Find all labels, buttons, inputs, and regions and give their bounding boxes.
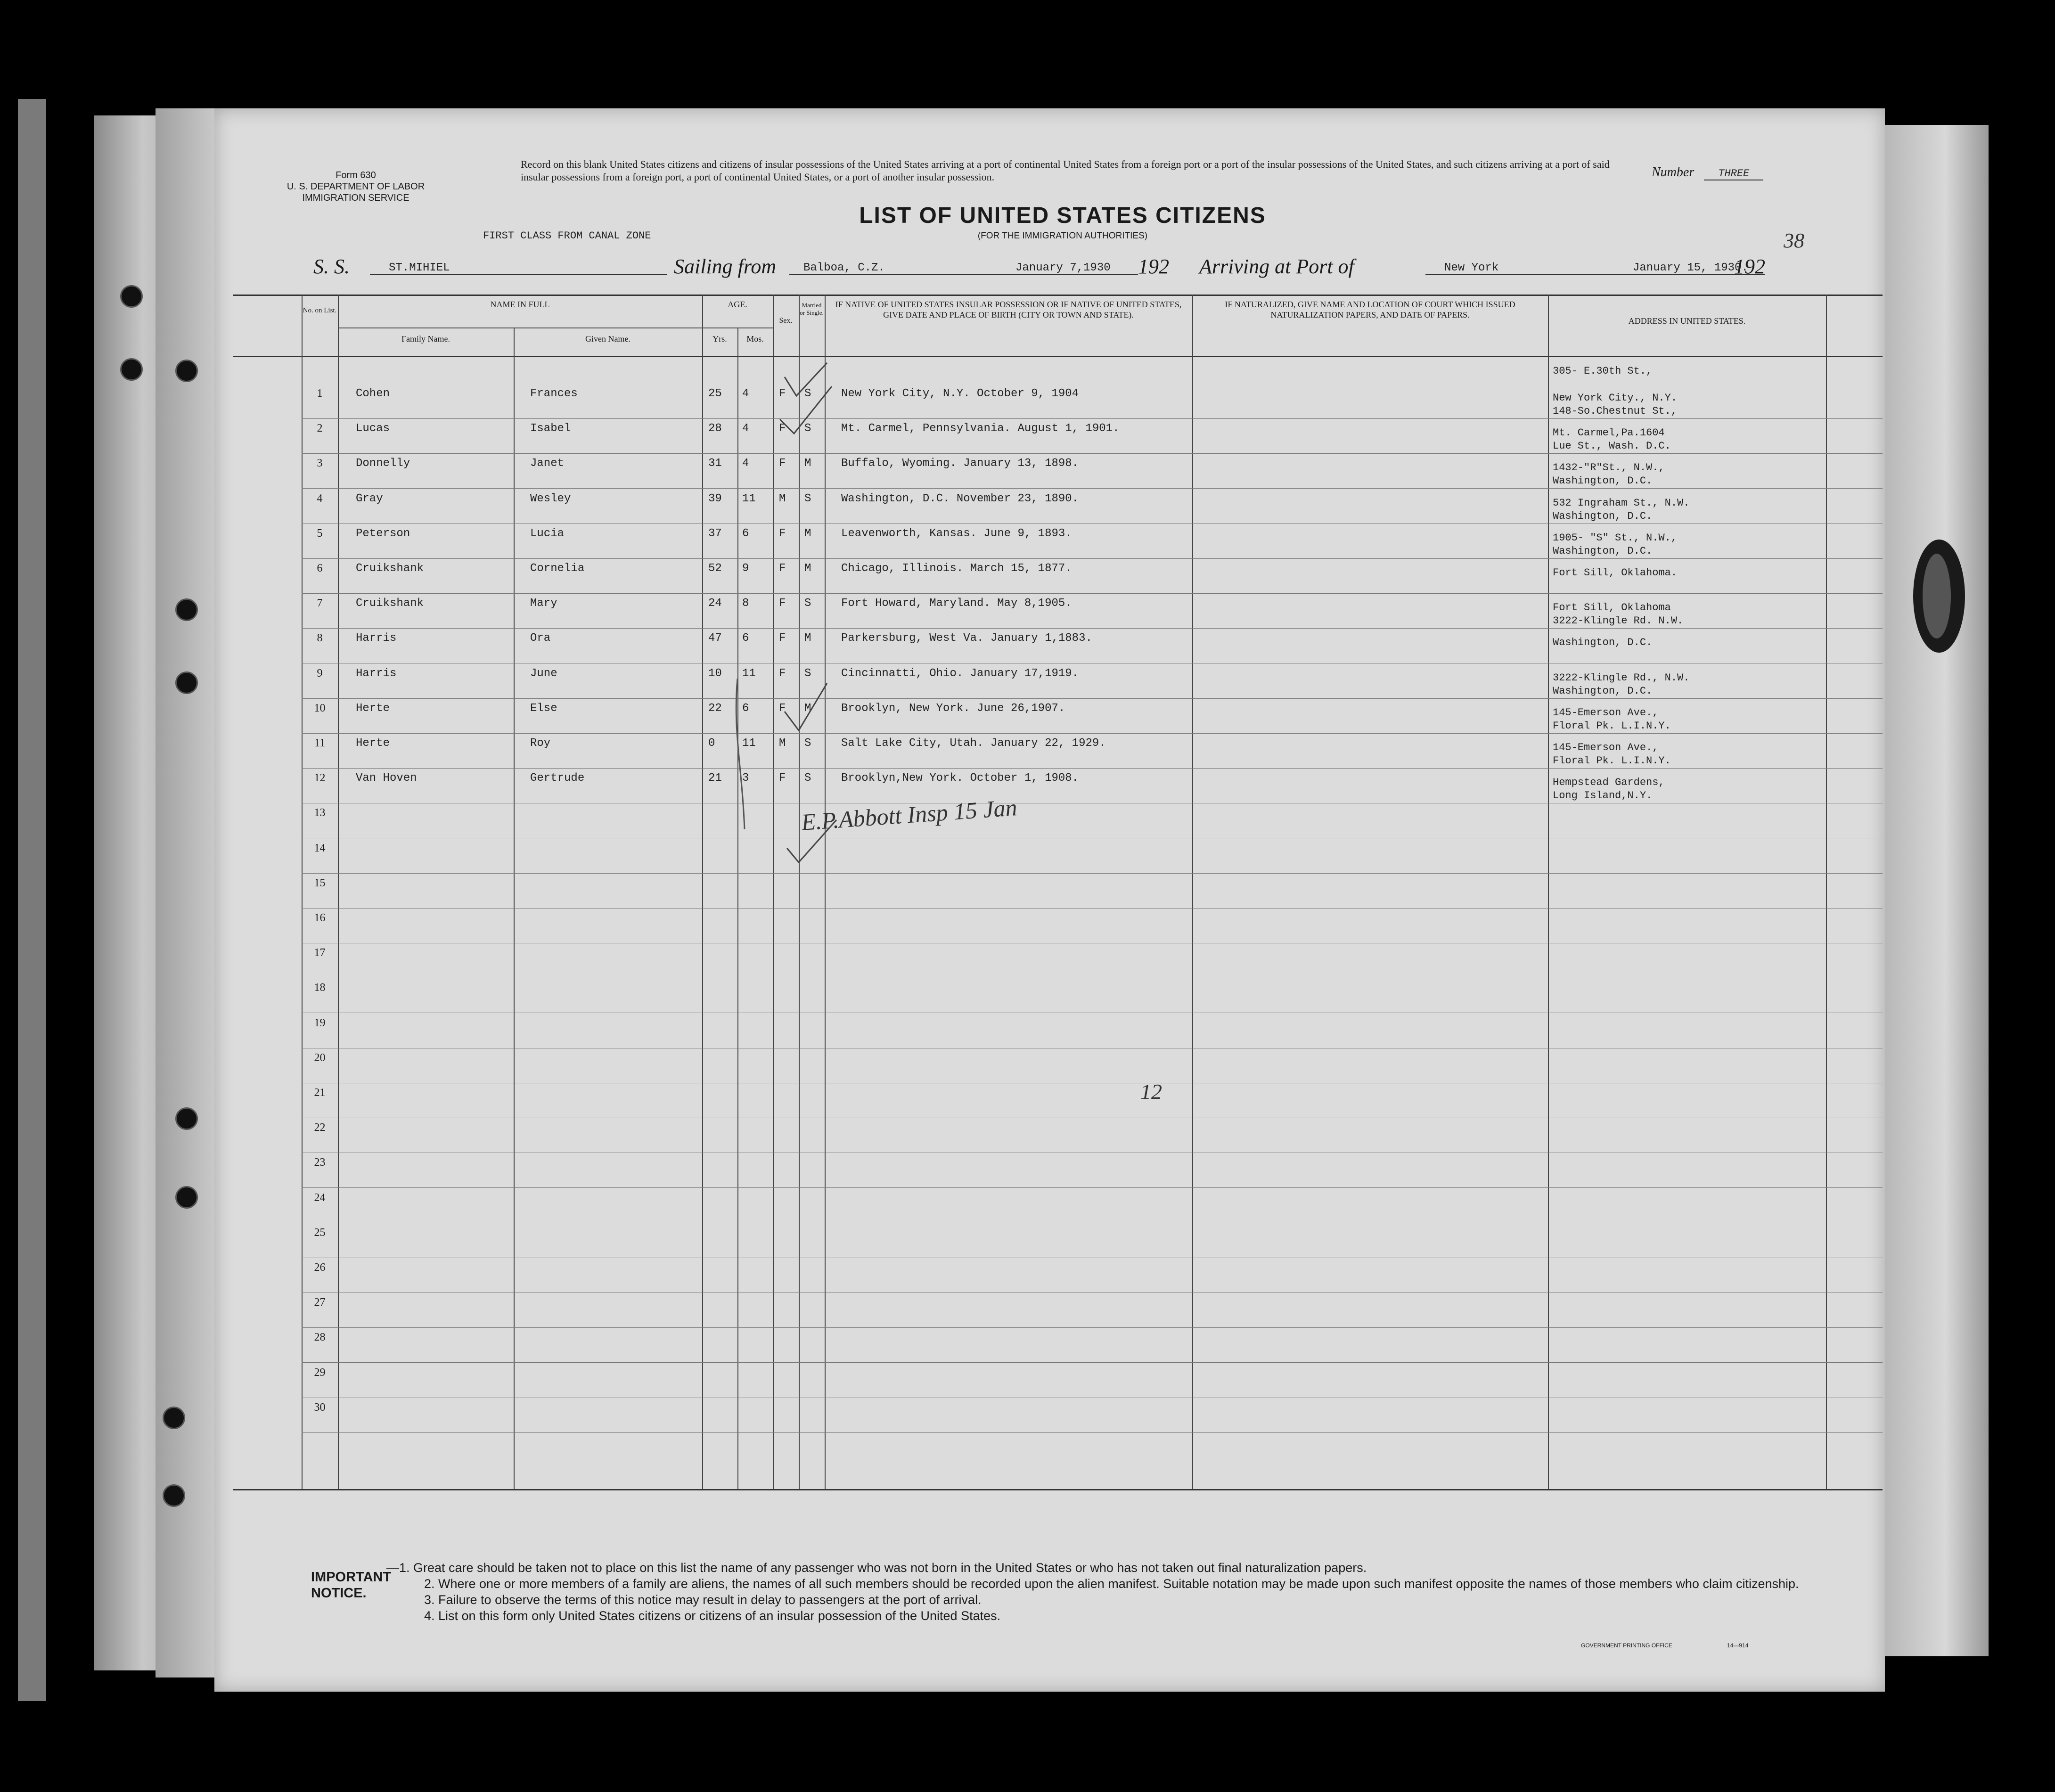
row-rule <box>302 1432 1883 1433</box>
form-id-block <box>285 170 426 204</box>
binder-hole <box>175 1186 198 1209</box>
col-head-name: NAME IN FULL <box>490 300 550 309</box>
cell-family: Donnelly <box>356 457 410 470</box>
page-number: 38 <box>1784 229 1804 252</box>
notice-heading: IMPORTANT NOTICE. <box>311 1570 392 1601</box>
address-overflow-line: 305- E.30th St., <box>1553 365 1653 377</box>
cell-family: Peterson <box>356 527 410 540</box>
cell-address-line1: 3222-Klingle Rd., N.W. <box>1553 671 1690 684</box>
cell-yrs: 24 <box>708 597 722 610</box>
row-number: 14 <box>314 842 326 854</box>
cell-given: Cornelia <box>530 562 585 575</box>
page-title: LIST OF UNITED STATES CITIZENS <box>859 203 1266 228</box>
cell-family: Cruikshank <box>356 597 424 610</box>
cell-yrs: 28 <box>708 422 722 435</box>
service: IMMIGRATION SERVICE <box>302 193 409 203</box>
cell-no: 12 <box>314 772 326 785</box>
row-number: 19 <box>314 1016 326 1029</box>
cell-given: Ora <box>530 632 551 645</box>
cell-ms: S <box>804 772 811 785</box>
cell-address-line1: 1432-"R"St., N.W., <box>1553 462 1665 474</box>
cell-address-line1: New York City., N.Y. <box>1553 392 1678 404</box>
cell-family: Herte <box>356 737 390 750</box>
cell-yrs: 37 <box>708 527 722 540</box>
row-number: 16 <box>314 912 326 924</box>
cell-ms: M <box>804 632 811 645</box>
binding-edge <box>18 99 46 1701</box>
cell-yrs: 31 <box>708 457 722 470</box>
cell-mos: 4 <box>742 457 749 470</box>
subhead-rule <box>338 327 702 328</box>
cell-ms: S <box>804 387 811 400</box>
cell-ms: M <box>804 702 811 715</box>
subhead-rule <box>702 327 773 328</box>
cell-yrs: 22 <box>708 702 722 715</box>
cell-given: Wesley <box>530 492 571 505</box>
cell-birth: New York City, N.Y. October 9, 1904 <box>841 387 1079 400</box>
cell-given: June <box>530 667 557 680</box>
cell-address-line2: 3222-Klingle Rd. N.W. <box>1553 615 1684 627</box>
cell-birth: Salt Lake City, Utah. January 22, 1929. <box>841 737 1106 750</box>
cell-sex: F <box>779 387 786 400</box>
cell-no: 7 <box>317 597 323 610</box>
cell-address-line2: Floral Pk. L.I.N.Y. <box>1553 755 1671 767</box>
col-head-given: Given Name. <box>585 334 630 344</box>
binder-hole <box>175 1107 198 1130</box>
cell-mos: 6 <box>742 702 749 715</box>
cell-birth: Fort Howard, Maryland. May 8,1905. <box>841 597 1072 610</box>
number-field <box>1652 165 1763 180</box>
col-head-no: No. on List. <box>303 307 337 314</box>
cell-address-line2: Washington, D.C. <box>1553 685 1653 697</box>
cell-given: Else <box>530 702 557 715</box>
row-rule <box>302 1327 1883 1328</box>
right-underlying-page <box>1880 125 1989 1656</box>
col-head-age: AGE. <box>728 300 747 309</box>
col-head-married: Married or Single. <box>800 302 824 316</box>
year-stub-2: 192 <box>1734 255 1765 278</box>
arriving-label: Arriving at Port of <box>1199 255 1354 278</box>
row-rule <box>302 1187 1883 1188</box>
table-head-rule <box>233 356 1883 357</box>
cell-family: Harris <box>356 632 397 645</box>
cell-yrs: 0 <box>708 737 715 750</box>
col-head-birth: IF NATIVE OF UNITED STATES INSULAR POSSESSION OR IF NATIVE OF UNITED STATES, GIVE DATE AND PLACE OF BIRTH (CITY OR TOWN AND STATE). <box>835 300 1182 319</box>
row-number: 18 <box>314 982 326 994</box>
binder-hole <box>175 360 198 382</box>
cell-ms: S <box>804 597 811 610</box>
cell-birth: Cincinnatti, Ohio. January 17,1919. <box>841 667 1079 680</box>
cell-mos: 9 <box>742 562 749 575</box>
cell-ms: M <box>804 527 811 540</box>
number-value: THREE <box>1704 168 1763 180</box>
col-head-family: Family Name. <box>401 334 450 344</box>
cell-ms: S <box>804 492 811 505</box>
row-number: 22 <box>314 1121 326 1134</box>
binder-hole <box>120 285 143 308</box>
col-divider <box>1826 295 1827 1489</box>
cell-address-line2: Floral Pk. L.I.N.Y. <box>1553 720 1671 732</box>
cell-mos: 8 <box>742 597 749 610</box>
check-marks <box>686 353 846 886</box>
cell-family: Cruikshank <box>356 562 424 575</box>
cell-address-line2: Washington, D.C. <box>1553 475 1653 487</box>
row-number: 24 <box>314 1191 326 1204</box>
cell-yrs: 25 <box>708 387 722 400</box>
manifest-page <box>214 108 1885 1692</box>
row-rule <box>302 593 1883 594</box>
cell-family: Cohen <box>356 387 390 400</box>
col-head-naturalized: IF NATURALIZED, GIVE NAME AND LOCATION OF COURT WHICH ISSUED NATURALIZATION PAPERS, AND DATE OF PAPERS. <box>1225 300 1515 319</box>
cell-address-line2: 148-So.Chestnut St., <box>1553 405 1678 417</box>
cell-ms: S <box>804 667 811 680</box>
cell-mos: 6 <box>742 632 749 645</box>
cell-yrs: 47 <box>708 632 722 645</box>
cell-address-line2: Washington, D.C. <box>1553 510 1653 522</box>
cell-address-line1: Washington, D.C. <box>1553 637 1653 649</box>
scribble-mark <box>1906 532 1972 660</box>
cell-sex: F <box>779 772 786 785</box>
cell-address-line1: 1905- "S" St., N.W., <box>1553 532 1678 544</box>
cell-address-line1: 145-Emerson Ave., <box>1553 706 1659 719</box>
cell-sex: F <box>779 457 786 470</box>
cell-yrs: 39 <box>708 492 722 505</box>
cell-mos: 4 <box>742 387 749 400</box>
cell-sex: F <box>779 667 786 680</box>
col-divider <box>338 295 339 1489</box>
cell-address-line2: Long Island,N.Y. <box>1553 790 1653 802</box>
cell-mos: 4 <box>742 422 749 435</box>
col-head-sex: Sex. <box>779 317 793 325</box>
col-divider <box>302 295 303 1489</box>
cell-family: Lucas <box>356 422 390 435</box>
cell-family: Herte <box>356 702 390 715</box>
row-rule <box>302 418 1883 419</box>
row-number: 21 <box>314 1087 326 1099</box>
cell-family: Harris <box>356 667 397 680</box>
binder-hole <box>175 671 198 694</box>
binder-hole <box>120 358 143 381</box>
cell-yrs: 52 <box>708 562 722 575</box>
cell-sex: F <box>779 597 786 610</box>
cell-address-line1: Hempstead Gardens, <box>1553 777 1665 789</box>
cell-mos: 11 <box>742 667 756 680</box>
ss-label: S. S. <box>313 255 350 278</box>
sailing-from-port: Balboa, C.Z. <box>789 262 1011 275</box>
cell-given: Lucia <box>530 527 565 540</box>
table-bottom-rule <box>233 1489 1883 1490</box>
row-number: 29 <box>314 1366 326 1379</box>
cell-address-line1: Fort Sill, Oklahoma <box>1553 602 1671 614</box>
cell-birth: Brooklyn, New York. June 26,1907. <box>841 702 1065 715</box>
cell-address-line2: Washington, D.C. <box>1553 545 1653 557</box>
binder-hole <box>163 1484 185 1507</box>
cell-sex: F <box>779 702 786 715</box>
cell-given: Isabel <box>530 422 571 435</box>
sailing-from-label: Sailing from <box>674 255 777 278</box>
cell-ms: M <box>804 457 811 470</box>
row-number: 26 <box>314 1261 326 1274</box>
row-number: 30 <box>314 1401 326 1414</box>
cell-no: 3 <box>317 457 323 470</box>
instructions-text: Record on this blank United States citizens and citizens of insular possessions of the United States arriving at a port of continental United States from a foreign port or a port of the insular possessions of the United States, and such citizens arriving at a port of said insular possessions from a foreign port, a port of continental United States, or a port of another insular possession. <box>521 158 1610 183</box>
cell-sex: F <box>779 422 786 435</box>
row-rule <box>302 873 1883 874</box>
year-stub-1: 192 <box>1138 255 1169 278</box>
cell-birth: Leavenworth, Kansas. June 9, 1893. <box>841 527 1072 540</box>
sailing-date: January 7,1930 <box>1011 262 1138 275</box>
row-number: 17 <box>314 947 326 959</box>
count-stamp: 12 <box>1140 1080 1162 1104</box>
row-rule <box>302 628 1883 629</box>
form-number: Form 630 <box>336 170 376 180</box>
notice-item: 3. Failure to observe the terms of this notice may result in delay to passengers at the port of arrival. <box>424 1593 982 1607</box>
col-head-mos: Mos. <box>746 334 764 344</box>
cell-sex: M <box>779 492 786 505</box>
department: U. S. DEPARTMENT OF LABOR <box>287 181 425 192</box>
number-label: Number <box>1652 165 1695 180</box>
cell-birth: Brooklyn,New York. October 1, 1908. <box>841 772 1079 785</box>
cell-no: 11 <box>314 737 326 749</box>
cell-given: Mary <box>530 597 557 610</box>
row-number: 25 <box>314 1226 326 1239</box>
cell-family: Van Hoven <box>356 772 417 785</box>
inspector-signature: E.P.Abbott Insp 15 Jan <box>800 794 1018 835</box>
notice-item: —1. Great care should be taken not to place on this list the name of any passenger who was not born in the United States or who has not taken out final naturalization papers. <box>386 1561 1367 1575</box>
row-rule <box>302 1362 1883 1363</box>
cell-birth: Parkersburg, West Va. January 1,1883. <box>841 632 1092 645</box>
cell-address-line1: 532 Ingraham St., N.W. <box>1553 497 1690 509</box>
cell-address-line1: Fort Sill, Oklahoma. <box>1553 567 1678 579</box>
col-divider <box>1548 295 1549 1489</box>
cell-no: 10 <box>314 702 326 714</box>
cell-mos: 11 <box>742 737 756 750</box>
row-rule <box>302 558 1883 559</box>
cell-sex: F <box>779 632 786 645</box>
cell-address-line1: 145-Emerson Ave., <box>1553 742 1659 753</box>
row-rule <box>302 488 1883 489</box>
row-rule <box>302 698 1883 699</box>
cell-given: Roy <box>530 737 551 750</box>
col-divider <box>1192 295 1193 1489</box>
row-number: 23 <box>314 1156 326 1169</box>
cell-sex: F <box>779 527 786 540</box>
cell-ms: M <box>804 562 811 575</box>
cell-given: Janet <box>530 457 565 470</box>
notice-item: 2. Where one or more members of a family are aliens, the names of all such members should be recorded upon the alien manifest. Suitable notation may be made upon such manifest opposite the names of those members who claim citizenship. <box>424 1577 1799 1591</box>
notice-item: 4. List on this form only United States citizens or citizens of an insular possession of the United States. <box>424 1609 1001 1623</box>
arriving-port: New York <box>1425 262 1633 275</box>
row-number: 28 <box>314 1331 326 1344</box>
cell-no: 6 <box>317 562 323 574</box>
cell-address-line2: Lue St., Wash. D.C. <box>1553 440 1671 452</box>
row-number: 27 <box>314 1296 326 1309</box>
cell-ms: S <box>804 737 811 750</box>
col-head-yrs: Yrs. <box>712 334 727 344</box>
cell-mos: 3 <box>742 772 749 785</box>
cell-no: 5 <box>317 527 323 540</box>
arriving-date: January 15, 1930. <box>1623 262 1765 275</box>
cell-sex: M <box>779 737 786 750</box>
row-number: 15 <box>314 876 326 889</box>
binder-hole <box>163 1407 185 1429</box>
cell-no: 2 <box>317 422 323 435</box>
cell-no: 8 <box>317 632 323 645</box>
cell-birth: Washington, D.C. November 23, 1890. <box>841 492 1079 505</box>
cell-birth: Mt. Carmel, Pennsylvania. August 1, 1901. <box>841 422 1120 435</box>
cell-family: Gray <box>356 492 383 505</box>
row-rule <box>302 768 1883 769</box>
row-rule <box>302 453 1883 454</box>
cell-yrs: 21 <box>708 772 722 785</box>
row-number: 20 <box>314 1051 326 1064</box>
cell-birth: Buffalo, Wyoming. January 13, 1898. <box>841 457 1079 470</box>
cell-no: 9 <box>317 667 323 679</box>
binder-hole <box>175 598 198 621</box>
cell-mos: 11 <box>742 492 756 505</box>
page-subtitle: (FOR THE IMMIGRATION AUTHORITIES) <box>977 231 1148 241</box>
cell-sex: F <box>779 562 786 575</box>
col-head-address: ADDRESS IN UNITED STATES. <box>1628 316 1746 326</box>
cell-no: 1 <box>317 387 323 400</box>
notice-list <box>386 1560 1828 1624</box>
printer-code: 14—914 <box>1727 1642 1749 1649</box>
row-rule <box>302 733 1883 734</box>
cell-mos: 6 <box>742 527 749 540</box>
printer-line: GOVERNMENT PRINTING OFFICE <box>1581 1642 1672 1649</box>
cell-given: Frances <box>530 387 578 400</box>
cell-given: Gertrude <box>530 772 585 785</box>
cell-address-line1: Mt. Carmel,Pa.1604 <box>1553 427 1665 439</box>
ship-name: ST.MIHIEL <box>370 262 667 275</box>
table-top-rule <box>233 295 1883 296</box>
cell-birth: Chicago, Illinois. March 15, 1877. <box>841 562 1072 575</box>
cell-no: 4 <box>317 492 323 505</box>
row-number: 13 <box>314 807 326 819</box>
cell-yrs: 10 <box>708 667 722 680</box>
class-note: FIRST CLASS FROM CANAL ZONE <box>483 230 651 242</box>
cell-ms: S <box>804 422 811 435</box>
